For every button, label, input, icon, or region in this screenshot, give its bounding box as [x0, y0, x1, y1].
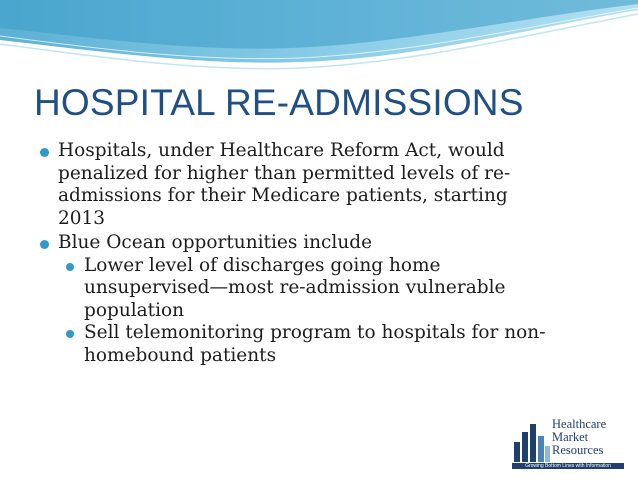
logo-tagline: Growing Bottom Lines with Information: [512, 463, 624, 469]
logo-line: Market: [552, 430, 589, 444]
bullet-dot-icon: [66, 330, 74, 338]
bullet-item: [32, 232, 612, 255]
logo-line: Healthcare: [552, 417, 607, 431]
bullet-line: 2013: [58, 207, 106, 229]
slide-title: HOSPITAL RE-ADMISSIONS: [34, 82, 524, 123]
logo-wordmark: [552, 418, 606, 457]
bullet-dot-icon: [40, 240, 49, 249]
bullet-line: Lower level of discharges going home: [84, 254, 441, 276]
company-logo: [512, 418, 624, 472]
header-wave-decoration: [0, 0, 638, 80]
bullet-line: homebound patients: [84, 344, 277, 366]
logo-bar-chart-icon: [512, 418, 552, 462]
bullet-list: [32, 140, 612, 367]
sub-bullet-item: [32, 255, 612, 323]
bullet-line: penalized for higher than permitted levels of re-: [58, 162, 511, 184]
sub-bullet-item: [32, 322, 612, 367]
bullet-line: admissions for their Medicare patients, starting: [58, 185, 508, 206]
logo-line: Resources: [552, 443, 604, 457]
bullet-line: Blue Ocean opportunities include: [58, 232, 373, 253]
bullet-line: Sell telemonitoring program to hospitals for non-: [84, 322, 546, 343]
bullet-line: Hospitals, under Healthcare Reform Act, would: [58, 140, 505, 161]
bullet-line: population: [84, 299, 185, 321]
bullet-item: [32, 140, 612, 230]
bullet-line: unsupervised—most re-admission vulnerable: [84, 277, 506, 298]
bullet-dot-icon: [66, 263, 74, 271]
bullet-dot-icon: [40, 148, 49, 157]
